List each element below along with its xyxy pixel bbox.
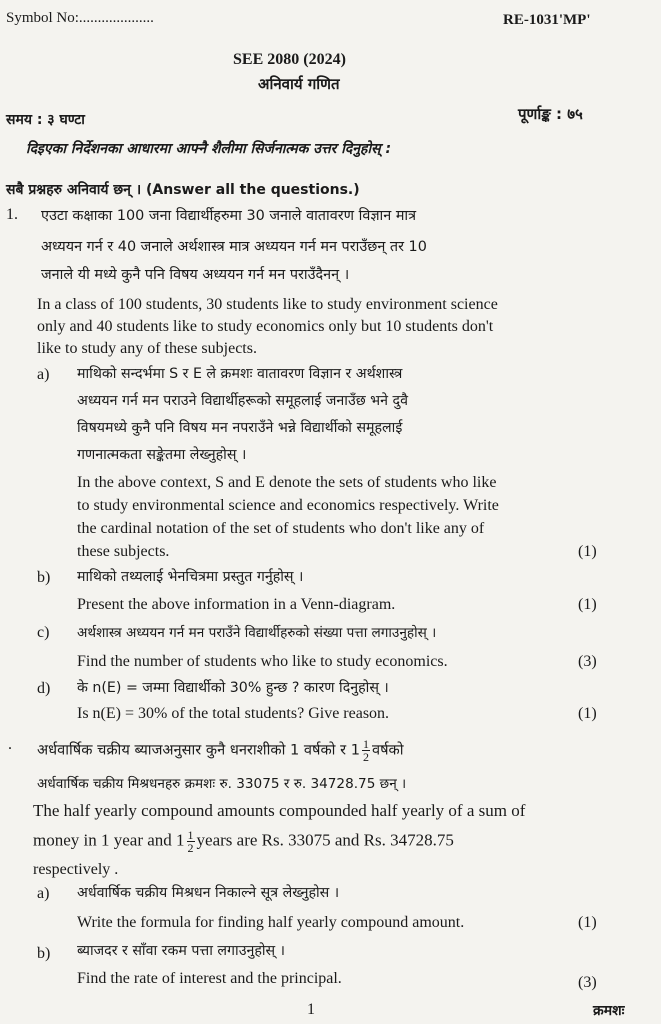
q1c-np: अर्थशास्त्र अध्ययन गर्न मन पराउँने विद्यार्थीहरुको संख्या पत्ता लगाउनुहोस् ।	[77, 625, 437, 641]
q1c-label: c)	[37, 624, 50, 641]
q1d-marks: (1)	[578, 705, 597, 722]
fraction-denominator: 2	[363, 750, 369, 764]
q1a-label: a)	[37, 366, 50, 383]
q2-en-line2-b: years are Rs. 33075 and Rs. 34728.75	[196, 830, 454, 850]
q1a-np-line4: गणनात्मकता सङ्केतमा लेख्नुहोस् ।	[77, 447, 247, 463]
q1c-en: Find the number of students who like to study economics.	[77, 653, 448, 670]
q2b-np: ब्याजदर र साँवा रकम पत्ता लगाउनुहोस् ।	[77, 943, 286, 959]
q2-en-line3: respectively .	[33, 861, 119, 878]
q1-en-line1: In a class of 100 students, 30 students like to study environment science	[37, 296, 498, 313]
q2-number: .	[8, 736, 12, 753]
q2-np-line2: अर्धवार्षिक चक्रीय मिश्रधनहरु क्रमशः रु. 33075 र रु. 34728.75 छन् ।	[37, 776, 407, 792]
subject-title: अनिवार्य गणित	[258, 75, 340, 93]
fraction-numerator: 1	[187, 828, 194, 842]
time-allowed: समय : ३ घण्टा	[6, 112, 85, 128]
q1c-marks: (3)	[578, 653, 597, 670]
q2-np-line1	[37, 738, 404, 763]
q1a-en-line2: to study environmental science and economics respectively. Write	[77, 497, 499, 514]
q1a-marks: (1)	[578, 543, 597, 560]
q1d-en: Is n(E) = 30% of the total students? Give reason.	[77, 705, 390, 722]
fraction-numerator: 1	[363, 737, 369, 751]
q2b-marks: (3)	[578, 974, 597, 991]
q1a-np-line3: विषयमध्ये कुनै पनि विषय मन नपराउँने भन्ने विद्यार्थीको समूहलाई	[77, 420, 403, 436]
one-half-fraction-en	[187, 829, 195, 854]
q2-en-line2	[33, 829, 454, 854]
paper-code: RE-1031'MP'	[503, 12, 591, 28]
fraction-denominator: 2	[187, 841, 194, 855]
q2a-en: Write the formula for finding half yearly compound amount.	[77, 914, 465, 931]
q1-en-line3: like to study any of these subjects.	[37, 340, 257, 357]
q2-np-line1-a: अर्धवार्षिक चक्रीय ब्याजअनुसार कुनै धनराशीको 1 वर्षको र 1	[37, 741, 360, 759]
all-questions-note: सबै प्रश्नहरु अनिवार्य छन् । (Answer all the questions.)	[6, 182, 360, 198]
instruction: दिइएका निर्देशनका आधारमा आफ्नै शैलीमा सिर्जनात्मक उत्तर दिनुहोस् :	[26, 141, 392, 157]
q2a-np: अर्धवार्षिक चक्रीय मिश्रधन निकाल्ने सूत्र लेख्नुहोस ।	[77, 885, 340, 901]
q1-number: 1.	[6, 206, 18, 223]
q2-np-line1-b: वर्षको	[372, 741, 404, 759]
q1a-np-line2: अध्ययन गर्न मन पराउने विद्यार्थीहरूको समूहलाई जनाउँछ भने दुवै	[77, 393, 408, 409]
q1b-np: माथिको तथ्यलाई भेनचित्रमा प्रस्तुत गर्नुहोस् ।	[77, 569, 304, 585]
q1a-en-line3: the cardinal notation of the set of students who don't like any of	[77, 520, 485, 537]
q2-en-line1: The half yearly compound amounts compounded half yearly of a sum of	[33, 801, 526, 820]
q1b-marks: (1)	[578, 596, 597, 613]
q1a-np-line1: माथिको सन्दर्भमा S र E ले क्रमशः वातावरण विज्ञान र अर्थशास्त्र	[77, 366, 403, 382]
q1-np-line1: एउटा कक्षाका 100 जना विद्यार्थीहरुमा 30 जनाले वातावरण विज्ञान मात्र	[41, 208, 417, 224]
symbol-number: Symbol No:....................	[6, 10, 154, 26]
q1a-en-line4: these subjects.	[77, 543, 170, 560]
continued-label: क्रमशः	[593, 1003, 625, 1019]
q2-en-line2-a: money in 1 year and 1	[33, 830, 185, 850]
q1b-label: b)	[37, 569, 51, 586]
q1d-np: के n(E) = जम्मा विद्यार्थीको 30% हुन्छ ? कारण दिनुहोस् ।	[77, 680, 389, 696]
q1d-label: d)	[37, 680, 51, 697]
q1b-en: Present the above information in a Venn-diagram.	[77, 596, 396, 613]
q2b-label: b)	[37, 945, 51, 962]
q2a-marks: (1)	[578, 914, 597, 931]
q1-np-line3: जनाले यी मध्ये कुनै पनि विषय अध्ययन गर्न मन पराउँदैनन् ।	[41, 267, 350, 283]
exam-title: SEE 2080 (2024)	[233, 51, 346, 68]
full-marks: पूर्णाङ्क : ७५	[518, 105, 583, 123]
one-half-fraction	[362, 738, 370, 763]
q1-en-line2: only and 40 students like to study economics only but 10 students don't	[37, 318, 494, 335]
q1-np-line2: अध्ययन गर्न र 40 जनाले अर्थशास्त्र मात्र अध्ययन गर्न मन पराउँछन् तर 10	[41, 239, 427, 255]
q1a-en-line1: In the above context, S and E denote the sets of students who like	[77, 474, 497, 491]
q2b-en: Find the rate of interest and the principal.	[77, 970, 342, 987]
q2a-label: a)	[37, 885, 50, 902]
page-number: 1	[307, 1001, 315, 1018]
